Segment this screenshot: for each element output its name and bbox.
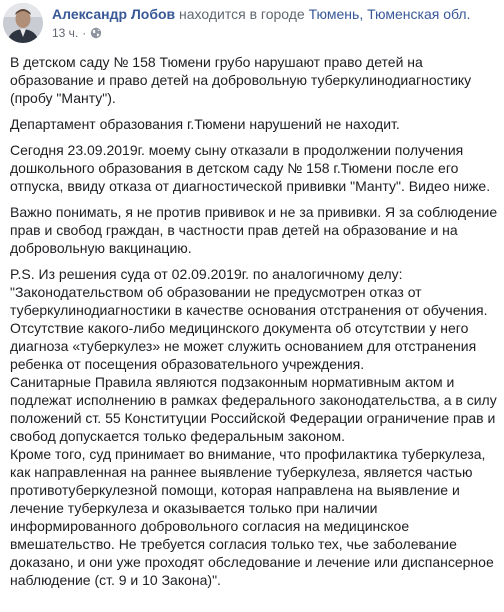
text-line: добровольную вакцинацию. [10, 240, 192, 256]
text-line: свобод допускается только федеральным законом. [10, 428, 346, 444]
text-line: наблюдение (ст. 9 и 10 Закона)". [10, 572, 221, 588]
text-line: ребенка от посещения образовательного учреждения. [10, 356, 365, 372]
text-line: В детском саду № 158 Тюмени грубо нарушают право детей на [10, 54, 423, 70]
text-line: Кроме того, суд принимает во внимание, что профилактика туберкулеза, [10, 446, 486, 462]
text-line: образование и право детей на добровольную туберкулинодиагностику [10, 72, 472, 88]
text-line: "Законодательством об образовании не предусмотрен отказ от [10, 284, 422, 300]
avatar-photo [3, 3, 43, 43]
post-paragraph [10, 53, 498, 107]
text-line: доказано, и они уже проходят обследование и лечение или диспансерное [10, 554, 494, 570]
text-line: прав и свобод граждан, в частности прав детей на образование и на [10, 222, 458, 238]
post-body [10, 53, 498, 589]
text-line: диагноза «туберкулез» не может служить основанием для отстранения [10, 338, 477, 354]
post-timestamp[interactable]: 13 ч. [52, 26, 79, 40]
post-paragraph [10, 115, 498, 133]
post-paragraph [10, 141, 498, 195]
text-line: противотуберкулезной помощи, которая направлена на выявление и [10, 482, 460, 498]
text-line: информированного добровольного согласия на медицинское [10, 518, 410, 534]
text-line: (пробу "Манту"). [10, 90, 116, 106]
text-line: положений ст. 55 Конституции Российской Федерации ограничение прав и [10, 410, 496, 426]
text-line: Санитарные Правила являются подзаконным нормативным актом и [10, 374, 455, 390]
avatar[interactable] [3, 3, 43, 43]
text-line: вмешательство. Не требуется согласия только тех, чье заболевание [10, 536, 457, 552]
meta-separator: · [82, 26, 87, 40]
text-line: лечение туберкулеза и оказывается только при наличии [10, 500, 378, 516]
post-paragraph [10, 265, 498, 589]
post-paragraph [10, 203, 498, 257]
text-line: подлежат исполнению в рамках федерального законодательства, а в силу [10, 392, 497, 408]
text-line: Отсутствие какого-либо медицинского документа об отсутствии у него [10, 320, 469, 336]
text-line: Департамент образования г.Тюмени нарушений не находит. [10, 116, 400, 132]
text-line: Важно понимать, я не против прививок и не за прививки. Я за соблюдение [10, 204, 498, 220]
globe-icon[interactable] [90, 27, 102, 39]
text-line: дошкольного образования в детском саду № 158 г.Тюмени после его [10, 160, 459, 176]
text-line: как направленная на раннее выявление туберкулеза, является частью [10, 464, 473, 480]
author-name[interactable]: Александр Лобов [52, 6, 176, 22]
text-line: Сегодня 23.09.2019г. моему сыну отказали в продолжении получения [10, 142, 464, 158]
post-meta [52, 26, 102, 40]
text-line: P.S. Из решения суда от 02.09.2019г. по аналогичному делу: [10, 266, 403, 282]
location-prefix: находится в городе [179, 6, 305, 22]
post-title-line [52, 5, 470, 23]
location-link[interactable]: Тюмень, Тюменская обл. [308, 6, 471, 22]
post-header [0, 0, 504, 46]
text-line: отпуска, ввиду отказа от диагностической прививки "Манту". Видео ниже. [10, 178, 491, 194]
text-line: туберкулинодиагностики в качестве основания отстранения от обучения. [10, 302, 488, 318]
